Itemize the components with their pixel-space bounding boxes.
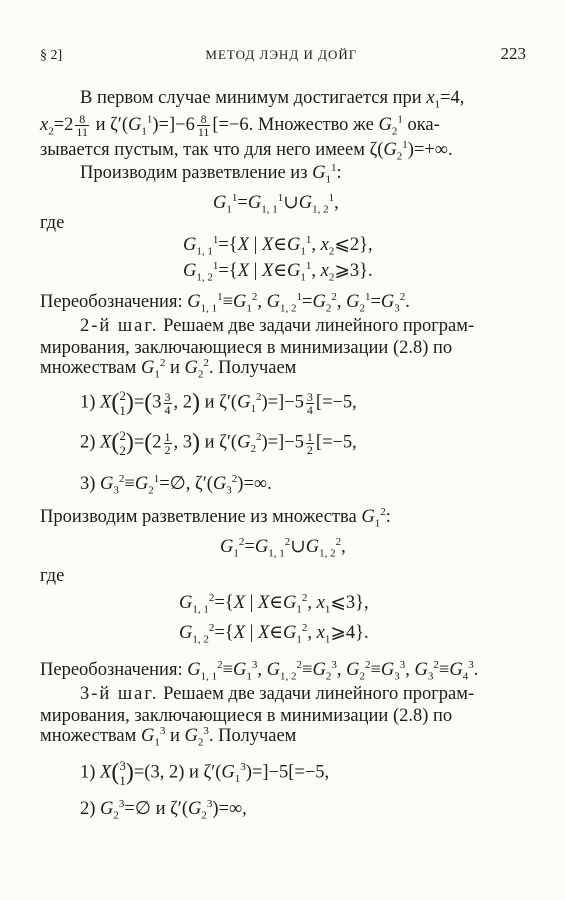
step3-line-3: множествам $G_1^3$ и $G_2^3$. Получаем xyxy=(40,724,297,749)
relabel-1: Переобозначения: $G_{1, 1}^1\equiv G_1^2$, $G_{1, 2}^1=G_2^2$, $G_2^1=G_3^2$. xyxy=(40,290,410,315)
step3-line-2: мирования, заключающиеся в минимизации (2.8) по xyxy=(40,706,453,726)
result-2-1: 1) X(2 1)=(3 $\frac{3}{4}$ , 2) и $\zeta'(G_1^2)=]-5$ $\frac{3}{4}$ [=−5, xyxy=(80,388,357,418)
result-3-1: 1) X(3 1)=(3, 2) и $\zeta'(G_1^3)=]-5[=-5$, xyxy=(80,758,330,788)
result-3-2: 2) $G_2^3=\emptyset$ и $\zeta'(G_2^3)=\infty$, xyxy=(80,797,247,822)
running-title: МЕТОД ЛЭНД И ДОЙГ xyxy=(205,47,358,62)
step3-line-1: 3-й шаг. Решаем две задачи линейного програм- xyxy=(80,684,475,704)
section-mark: § 2] xyxy=(40,48,63,63)
branch-intro-2: Производим разветвление из множества $G_1^2$: xyxy=(40,505,391,530)
text-line-3: зывается пустым, так что для него имеем $\zeta(G_2^1)=+\infty$. xyxy=(40,138,453,163)
formula-subset-2: $G_{1, 2}^1=\{X$ | $X\in G_1^1$, $x_2⩾3$}. xyxy=(183,259,373,284)
formula-subset-4: $G_{1, 2}^2=\{X$ | $X\in G_1^2$, $x_1⩾4$}. xyxy=(179,621,369,646)
where-label-1: где xyxy=(40,213,65,233)
step2-line-1: 2-й шаг. Решаем две задачи линейного програм- xyxy=(80,316,475,336)
formula-subset-1: $G_{1, 1}^1=\{X$ | $X\in G_1^1$, $x_2⩽2$}, xyxy=(183,233,373,258)
formula-subset-3: $G_{1, 1}^2=\{X$ | $X\in G_1^2$, $x_1⩽3$}, xyxy=(179,591,369,616)
relabel-2: Переобозначения: $G_{1, 1}^2\equiv G_1^3$, $G_{1, 2}^2\equiv G_2^3$, $G_2^2\equiv G_3^3$, $G_3^2\equiv G_4^3$. xyxy=(40,658,479,683)
result-2-3: 3) $G_3^2\equiv G_2^1=\emptyset$, $\zeta'(G_3^2)=\infty$. xyxy=(80,472,272,497)
result-2-2: 2) X(2 2)=(2 $\frac{1}{2}$ , 3) и $\zeta'(G_2^2)=]-5$ $\frac{1}{2}$ [=−5, xyxy=(80,428,357,458)
running-header xyxy=(40,44,526,64)
formula-branch-1: $G_1^1=G_{1, 1}^1\cup G_{1, 2}^1$, xyxy=(213,191,339,216)
formula-branch-2: $G_1^2=G_{1, 1}^2\cup G_{1, 2}^2$, xyxy=(220,535,346,560)
where-label-2: где xyxy=(40,566,65,586)
text-line-4: Производим разветвление из $G_1^1$: xyxy=(80,161,342,186)
step2-line-2: мирования, заключающиеся в минимизации (2.8) по xyxy=(40,338,453,358)
text-line-2: $x_2=2$ $\frac{8}{11}$ и $\zeta'(G_1^1)=]-6$ $\frac{8}{11}$ [=−6. Множество же $G_2^1$ ока- xyxy=(40,112,440,139)
page-number: 223 xyxy=(500,44,526,63)
step2-line-3: множествам $G_1^2$ и $G_2^2$. Получаем xyxy=(40,356,297,381)
text-line-1: В первом случае минимум достигается при $x_1=4$, xyxy=(80,88,465,111)
